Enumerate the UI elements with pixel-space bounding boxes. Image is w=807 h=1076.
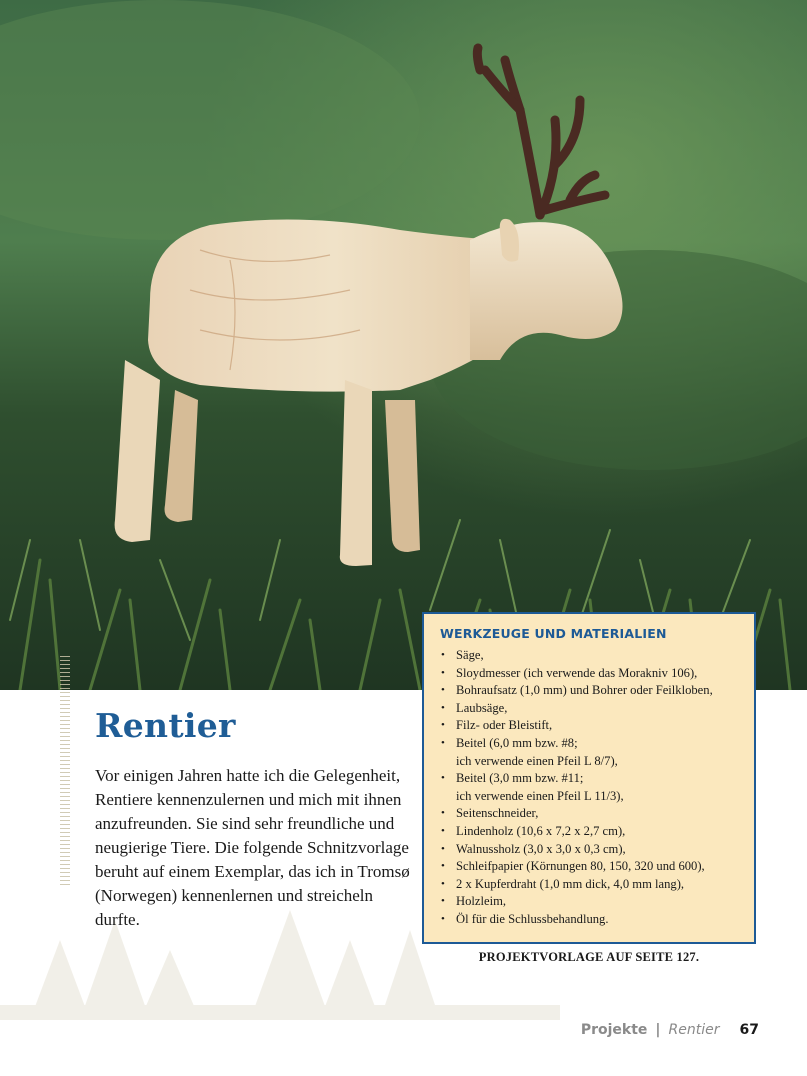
list-item-text: Laubsäge,: [456, 700, 508, 715]
list-item-continuation: ich verwende einen Pfeil L 11/3),: [456, 788, 624, 803]
list-item: [440, 665, 740, 683]
decorative-dotted-rule: [60, 656, 70, 886]
list-item: [440, 805, 740, 823]
list-item: [440, 823, 740, 841]
page-footer: [581, 1022, 759, 1038]
list-item: [440, 647, 740, 665]
list-item-continuation: ich verwende einen Pfeil L 8/7),: [456, 753, 618, 768]
page-title: Rentier: [95, 706, 236, 745]
list-item: [440, 735, 740, 770]
list-item-text: Holzleim,: [456, 894, 507, 909]
list-item-text: Schleifpapier (Körnungen 80, 150, 320 und 600),: [456, 859, 705, 874]
materials-box: [422, 612, 756, 944]
list-item-text: Öl für die Schlussbehandlung.: [456, 911, 609, 926]
list-item: [440, 700, 740, 718]
list-item: [440, 858, 740, 876]
footer-separator: |: [655, 1022, 661, 1038]
list-item-text: Beitel (6,0 mm bzw. #8;: [456, 735, 578, 750]
page-number: 67: [739, 1022, 759, 1038]
footer-section: Projekte: [580, 1022, 648, 1038]
list-item-text: Seitenschneider,: [456, 806, 539, 821]
list-item: [440, 841, 740, 859]
list-item-text: Bohraufsatz (1,0 mm) und Bohrer oder Feilkloben,: [456, 683, 713, 698]
materials-heading: WERKZEUGE UND MATERIALIEN: [440, 626, 667, 641]
list-item: [440, 893, 740, 911]
project-template-reference: PROJEKTVORLAGE AUF SEITE 127.: [478, 950, 700, 964]
list-item: [440, 717, 740, 735]
materials-list: [440, 647, 740, 929]
list-item-text: Lindenholz (10,6 x 7,2 x 2,7 cm),: [456, 823, 626, 838]
list-item: [440, 770, 740, 805]
list-item-text: Filz- oder Bleistift,: [456, 718, 553, 733]
intro-paragraph: Vor einigen Jahren hatte ich die Gelegenheit, Rentiere kennenzulernen und mich mit ihnen anzufreunden. Sie sind sehr freundliche und neugierige Tiere. Die folgende Schnitzvorlage beruht auf einem Exemplar, das ich in Tromsø (Norwegen) kennenlernen und streicheln durfte.: [95, 766, 410, 929]
list-item-text: 2 x Kupferdraht (1,0 mm dick, 4,0 mm lang),: [456, 876, 685, 891]
list-item: [440, 911, 740, 929]
list-item: [440, 682, 740, 700]
list-item-text: Beitel (3,0 mm bzw. #11;: [456, 771, 584, 786]
list-item-text: Sloydmesser (ich verwende das Morakniv 106),: [456, 665, 698, 680]
list-item-text: Walnussholz (3,0 x 3,0 x 0,3 cm),: [456, 841, 626, 856]
footer-topic: Rentier: [668, 1022, 720, 1038]
list-item-text: Säge,: [456, 648, 484, 662]
list-item: [440, 876, 740, 894]
